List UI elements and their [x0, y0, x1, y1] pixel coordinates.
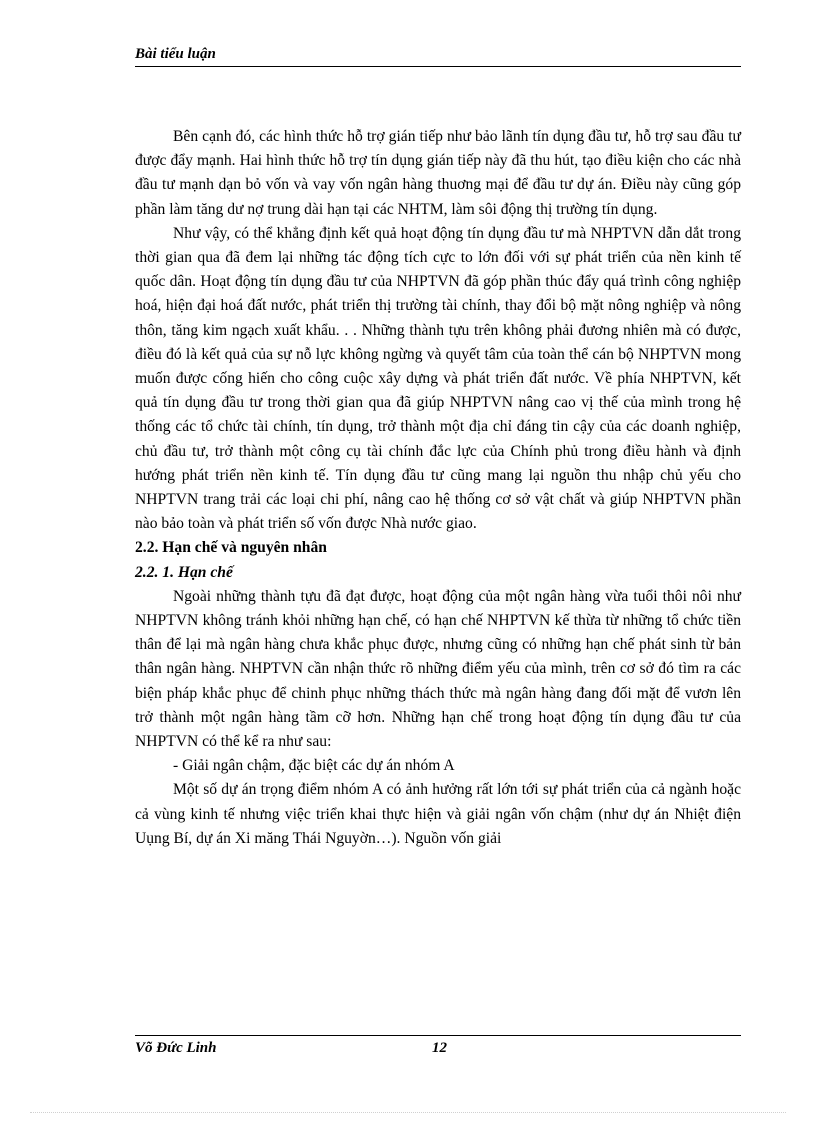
header-title: Bài tiểu luận: [135, 46, 216, 62]
paragraph: Một số dự án trọng điểm nhóm A có ảnh hưởng rất lớn tới sự phát triển của cả ngành hoặc cả vùng kinh tế nhưng việc triển khai thực hiện và giải ngân vốn chậm (như dự án Nhiệt điện Uụng Bí, dự án Xi măng Thái Nguyờn…). Nguồn vốn giải: [135, 781, 741, 847]
document-body: [135, 125, 741, 851]
page-number: 12: [432, 1040, 447, 1056]
footer-author: Võ Đức Linh: [135, 1040, 217, 1056]
header-rule: [135, 66, 741, 67]
footer-rule: [135, 1035, 741, 1036]
section-heading: 2.2. Hạn chế và nguyên nhân: [135, 539, 327, 557]
paragraph: Ngoài những thành tựu đã đạt được, hoạt động của một ngân hàng vừa tuổi thôi nôi như NHPTVN không tránh khỏi những hạn chế, có hạn chế NHPTVN kế thừa từ những tổ chức tiền thân để lại mà ngân hàng chưa khắc phục được, nhưng cũng có những hạn chế phát sinh từ bản thân ngân hàng. NHPTVN cần nhận thức rõ những điểm yếu của mình, trên cơ sở đó tìm ra các biện pháp khắc phục để chinh phục những thách thức mà ngân hàng đang đối mặt để vươn lên trở thành một ngân hàng tầm cỡ hơn. Những hạn chế trong hoạt động tín dụng đầu tư của NHPTVN có thể kể ra như sau:: [135, 587, 741, 751]
subsection-heading: 2.2. 1. Hạn chế: [135, 563, 233, 581]
page-edge-divider: [30, 1112, 786, 1113]
paragraph: Như vậy, có thể khẳng định kết quả hoạt động tín dụng đầu tư mà NHPTVN dẫn dắt trong thời gian qua đã đem lại những tác động tích cực to lớn đối với sự phát triển của nền kinh tế quốc dân. Hoạt động tín dụng đầu tư của NHPTVN đã góp phần thúc đẩy quá trình công nghiệp hoá, hiện đại hoá đất nước, phát triển thị trường tài chính, thay đổi bộ mặt nông nghiệp và nông thôn, tăng kim ngạch xuất khẩu. . . Những thành tựu trên không phải đương nhiên mà có được, điều đó là kết quả của sự nỗ lực không ngừng và quyết tâm của toàn thể cán bộ NHPTVN mong muốn được cống hiến cho công cuộc xây dựng và phát triển đất nước. Về phía NHPTVN, kết quả tín dụng đầu tư trong thời gian qua đã giúp NHPTVN nâng cao vị thế của mình trong hệ thống các tổ chức tài chính, tín dụng, trở thành một địa chỉ đáng tin cậy của các doanh nghiệp, chủ đầu tư, trở thành một công cụ tài chính đắc lực của Chính phủ trong điều hành và định hướng phát triển nền kinh tế. Tín dụng đầu tư cũng mang lại nguồn thu nhập chủ yếu cho NHPTVN trang trải các loại chi phí, nâng cao hệ thống cơ sở vật chất và giúp NHPTVN phần nào bảo toàn và phát triển số vốn được Nhà nước giao.: [135, 224, 741, 533]
list-item: - Giải ngân chậm, đặc biệt các dự án nhóm A: [173, 757, 455, 775]
paragraph: Bên cạnh đó, các hình thức hỗ trợ gián tiếp như bảo lãnh tín dụng đầu tư, hỗ trợ sau đầu tư được đẩy mạnh. Hai hình thức hỗ trợ tín dụng gián tiếp này đã thu hút, tạo điều kiện cho các nhà đầu tư mạnh dạn bỏ vốn và vay vốn ngân hàng thuơng mại để đầu tư dự án. Điều này cũng góp phần làm tăng dư nợ trung dài hạn tại các NHTM, làm sôi động thị trường tín dụng.: [135, 128, 741, 218]
